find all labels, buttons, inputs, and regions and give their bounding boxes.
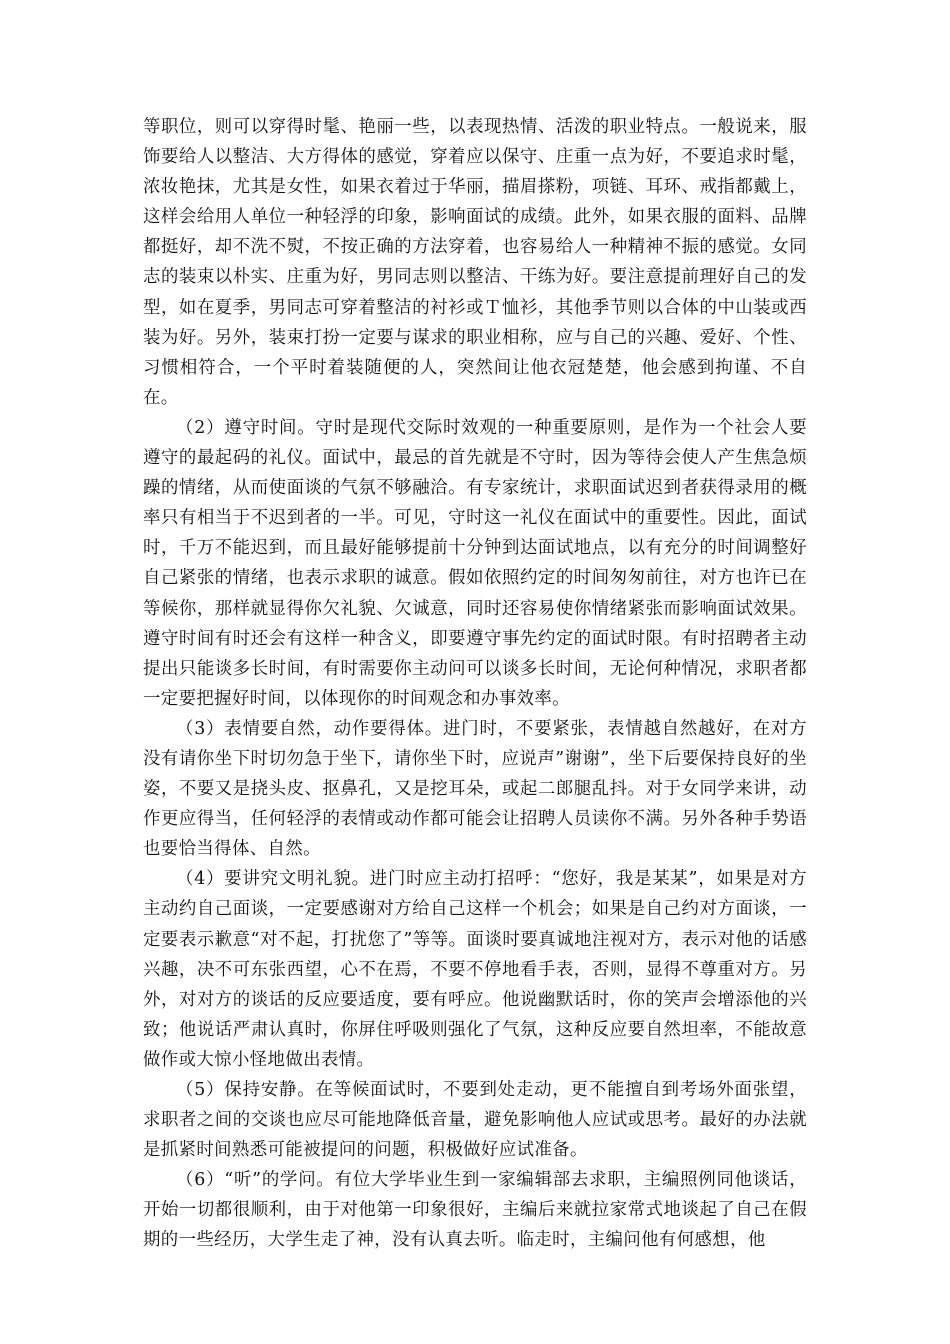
paragraph-keep-time: （2）遵守时间。守时是现代交际时效观的一种重要原则，是作为一个社会人要遵守的最起码的礼仪。面试中，最忌的首先就是不守时，因为等待会使人产生焦急烦躁的情绪，从而使面谈的气氛不够融洽。有专家统计，求职面试迟到者获得录用的概率只有相当于不迟到者的一半。可见，守时这一礼仪在面试中的重要性。因此，面试时，千万不能迟到，而且最好能够提前十分钟到达面试地点，以有充分的时间调整好自己紧张的情绪，也表示求职的诚意。假如依照约定的时间匆匆前往，对方也许已在等候你，那样就显得你欠礼貌、欠诚意，同时还容易使你情绪紧张而影响面试效果。遵守时间有时还会有这样一种含义，即要遵守事先约定的面试时限。有时招聘者主动提出只能谈多长时间，有时需要你主动问可以谈多长时间，无论何种情况，求职者都一定要把握好时间，以体现你的时间观念和办事效率。 xyxy=(143,417,807,709)
paragraph-natural-expression: （3）表情要自然，动作要得体。进门时，不要紧张，表情越自然越好，在对方没有请你坐下时切勿急于坐下，请你坐下时，应说声”谢谢”，坐下后要保持良好的坐姿，不要又是挠头皮、抠鼻孔，又是挖耳朵，或起二郎腿乱抖。对于女同学来讲，动作更应得当，任何轻浮的表情或动作都可能会让招聘人员读你不满。另外各种手势语也要恰当得体、自然。 xyxy=(143,718,807,860)
paragraph-courtesy: （4）要讲究文明礼貌。进门时应主动打招呼：“您好，我是某某”，如果是对方主动约自己面谈，一定要感谢对方给自己这样一个机会；如果是自己约对方面谈，一定要表示歉意“对不起，打扰您了”等等。面谈时要真诚地注视对方，表示对他的话感兴趣，决不可东张西望，心不在焉，不要不停地看手表，否则，显得不尊重对方。另外，对对方的谈话的反应要适度，要有呼应。他说幽默话时，你的笑声会增添他的兴致；他说话严肃认真时，你屏住呼吸则强化了气氛，这种反应要自然坦率，不能故意做作或大惊小怪地做出表情。 xyxy=(143,869,807,1070)
document-page xyxy=(143,112,807,1256)
paragraph-dress-continued: 等职位，则可以穿得时髦、艳丽一些，以表现热情、活泼的职业特点。一般说来，服饰要给人以整洁、大方得体的感觉，穿着应以保守、庄重一点为好，不要追求时髦，浓妆艳抹，尤其是女性，如果衣着过于华丽，描眉搽粉，项链、耳环、戒指都戴上，这样会给用人单位一种轻浮的印象，影响面试的成绩。此外，如果衣服的面料、品牌都挺好，却不洗不熨，不按正确的方法穿着，也容易给人一种精神不振的感觉。女同志的装束以朴实、庄重为好，男同志则以整洁、干练为好。要注意提前理好自己的发型，如在夏季，男同志可穿着整洁的衬衫或Ｔ恤衫，其他季节则以合体的中山装或西装为好。另外，装束打扮一定要与谋求的职业相称，应与自己的兴趣、爱好、个性、习惯相符合，一个平时着装随便的人，突然间让他衣冠楚楚，他会感到拘谨、不自在。 xyxy=(143,117,807,408)
paragraph-keep-quiet: （5）保持安静。在等候面试时，不要到处走动，更不能擅自到考场外面张望，求职者之间的交谈也应尽可能地降低音量，避免影响他人应试或思考。最好的办法就是抓紧时间熟悉可能被提问的问题，积极做好应试准备。 xyxy=(143,1080,807,1161)
paragraph-listening: （6）“听”的学问。有位大学毕业生到一家编辑部去求职，主编照例同他谈话，开始一切都很顺利，由于对他第一印象很好，主编后来就拉家常式地谈起了自己在假期的一些经历，大学生走了神，没有认真去听。临走时，主编问他有何感想，他 xyxy=(143,1170,807,1251)
